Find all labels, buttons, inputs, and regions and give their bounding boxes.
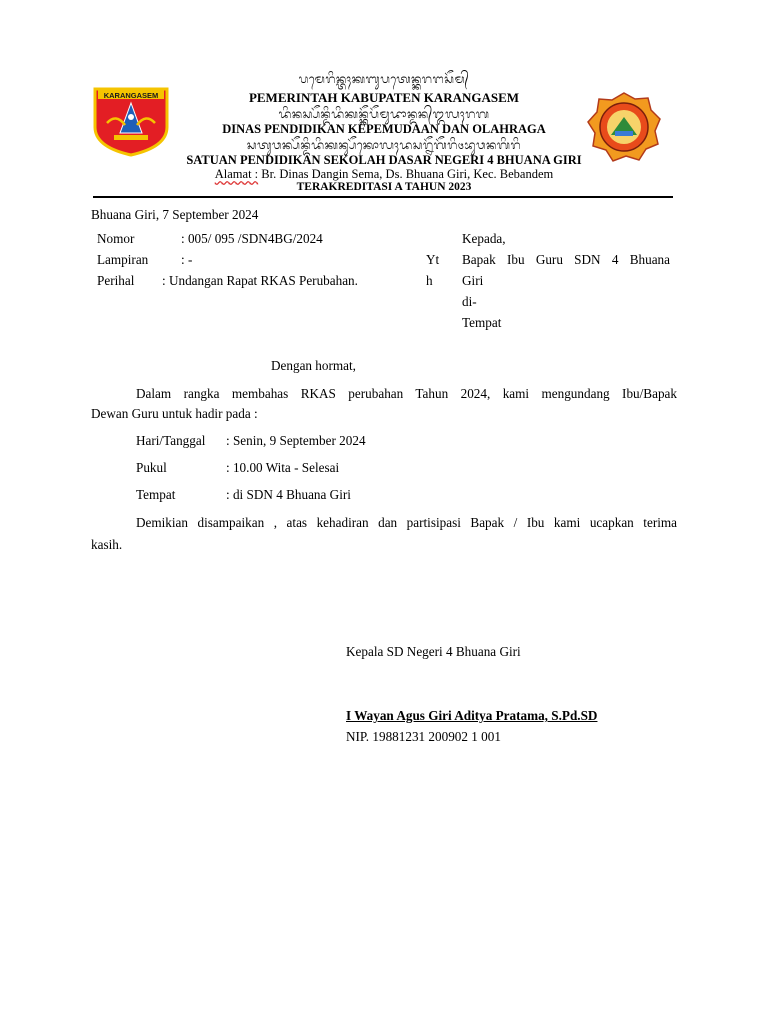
yth-bottom: h	[426, 273, 433, 288]
kepada-label: Kepada,	[462, 231, 506, 246]
balinese-heading-2: ᬤᬶᬦᬲ᭄ᬧᭂᬦ᭄ᬤᬶᬤᬶᬓᬦ᭄ᬓᭂᬧᭂᬫᬸᬤᬵᬦ᭄ᬤᬦ᭄ᬑᬮᬄᬭᬕ	[278, 107, 490, 121]
header-divider	[93, 196, 673, 198]
accreditation-heading: TERAKREDITASI A TAHUN 2023	[296, 181, 472, 193]
signer-name: I Wayan Agus Giri Aditya Pratama, S.Pd.SD	[346, 708, 598, 723]
closing-line-1: Demikian disampaikan , atas kehadiran dan partisipasi Bapak / Ibu kami ucapkan terima	[136, 515, 677, 530]
address-text: Br. Dinas Dangin Sema, Ds. Bhuana Giri, Kec. Bebandem	[261, 167, 554, 181]
government-heading: PEMERINTAH KABUPATEN KARANGASEM	[248, 90, 520, 105]
hari-label: Hari/Tanggal	[136, 433, 206, 448]
lampiran-label: Lampiran	[97, 252, 149, 267]
perihal-label: Perihal	[97, 273, 135, 288]
nomor-value: : 005/ 095 /SDN4BG/2024	[181, 231, 323, 246]
perihal-value: : Undangan Rapat RKAS Perubahan.	[162, 273, 358, 288]
hari-value: : Senin, 9 September 2024	[226, 433, 366, 448]
agency-heading: DINAS PENDIDIKAN KEPEMUDAAN DAN OLAHRAGA	[222, 122, 546, 136]
lampiran-value: : -	[181, 252, 193, 267]
karangasem-crest-icon	[92, 87, 170, 157]
address-label: Alamat :	[214, 167, 259, 181]
signer-nip: NIP. 19881231 200902 1 001	[346, 729, 501, 744]
balinese-heading-3: ᬲᬢᬸᬯᬦ᭄ᬧᭂᬦ᭄ᬤᬶᬤᬶᬓᬦ᭄ᬲᭂᬓᭀᬮᬄᬤᬲᬭ᭄ᬦᭂᬕᭂᬭᬶ᭔ᬪᬸᬯᬦᬕᬶᬭᬶ	[246, 138, 522, 152]
signer-title: Kepala SD Negeri 4 Bhuana Giri	[346, 644, 521, 659]
recipient-line-3: di-	[462, 294, 477, 309]
recipient-line-1: Bapak Ibu Guru SDN 4 Bhuana	[462, 252, 670, 267]
pukul-label: Pukul	[136, 460, 167, 475]
body-line-2: Dewan Guru untuk hadir pada :	[91, 406, 258, 421]
school-emblem-icon	[585, 91, 663, 163]
yth-top: Yt	[426, 252, 440, 267]
tempat-label: Tempat	[136, 487, 176, 502]
greeting: Dengan hormat,	[271, 358, 356, 373]
crest-label: KARANGASEM	[103, 91, 159, 100]
balinese-heading-1: ᬧᬫᬾᬭᬶᬦ᭄ᬢᬄᬓᬩᬸᬧᬢᬾᬦ᭄ᬓᬭᬗᬲᭂᬫ᭄	[298, 72, 470, 86]
place-date: Bhuana Giri, 7 September 2024	[91, 207, 259, 222]
nomor-label: Nomor	[97, 231, 135, 246]
address-line	[0, 167, 768, 182]
closing-line-2: kasih.	[91, 537, 123, 552]
pukul-value: : 10.00 Wita - Selesai	[226, 460, 340, 475]
tempat-value: : di SDN 4 Bhuana Giri	[226, 487, 351, 502]
body-line-1: Dalam rangka membahas RKAS perubahan Tahun 2024, kami mengundang Ibu/Bapak	[136, 386, 677, 401]
recipient-line-4: Tempat	[462, 315, 502, 330]
recipient-line-2: Giri	[462, 273, 484, 288]
school-heading: SATUAN PENDIDIKAN SEKOLAH DASAR NEGERI 4 BHUANA GIRI	[186, 153, 582, 167]
